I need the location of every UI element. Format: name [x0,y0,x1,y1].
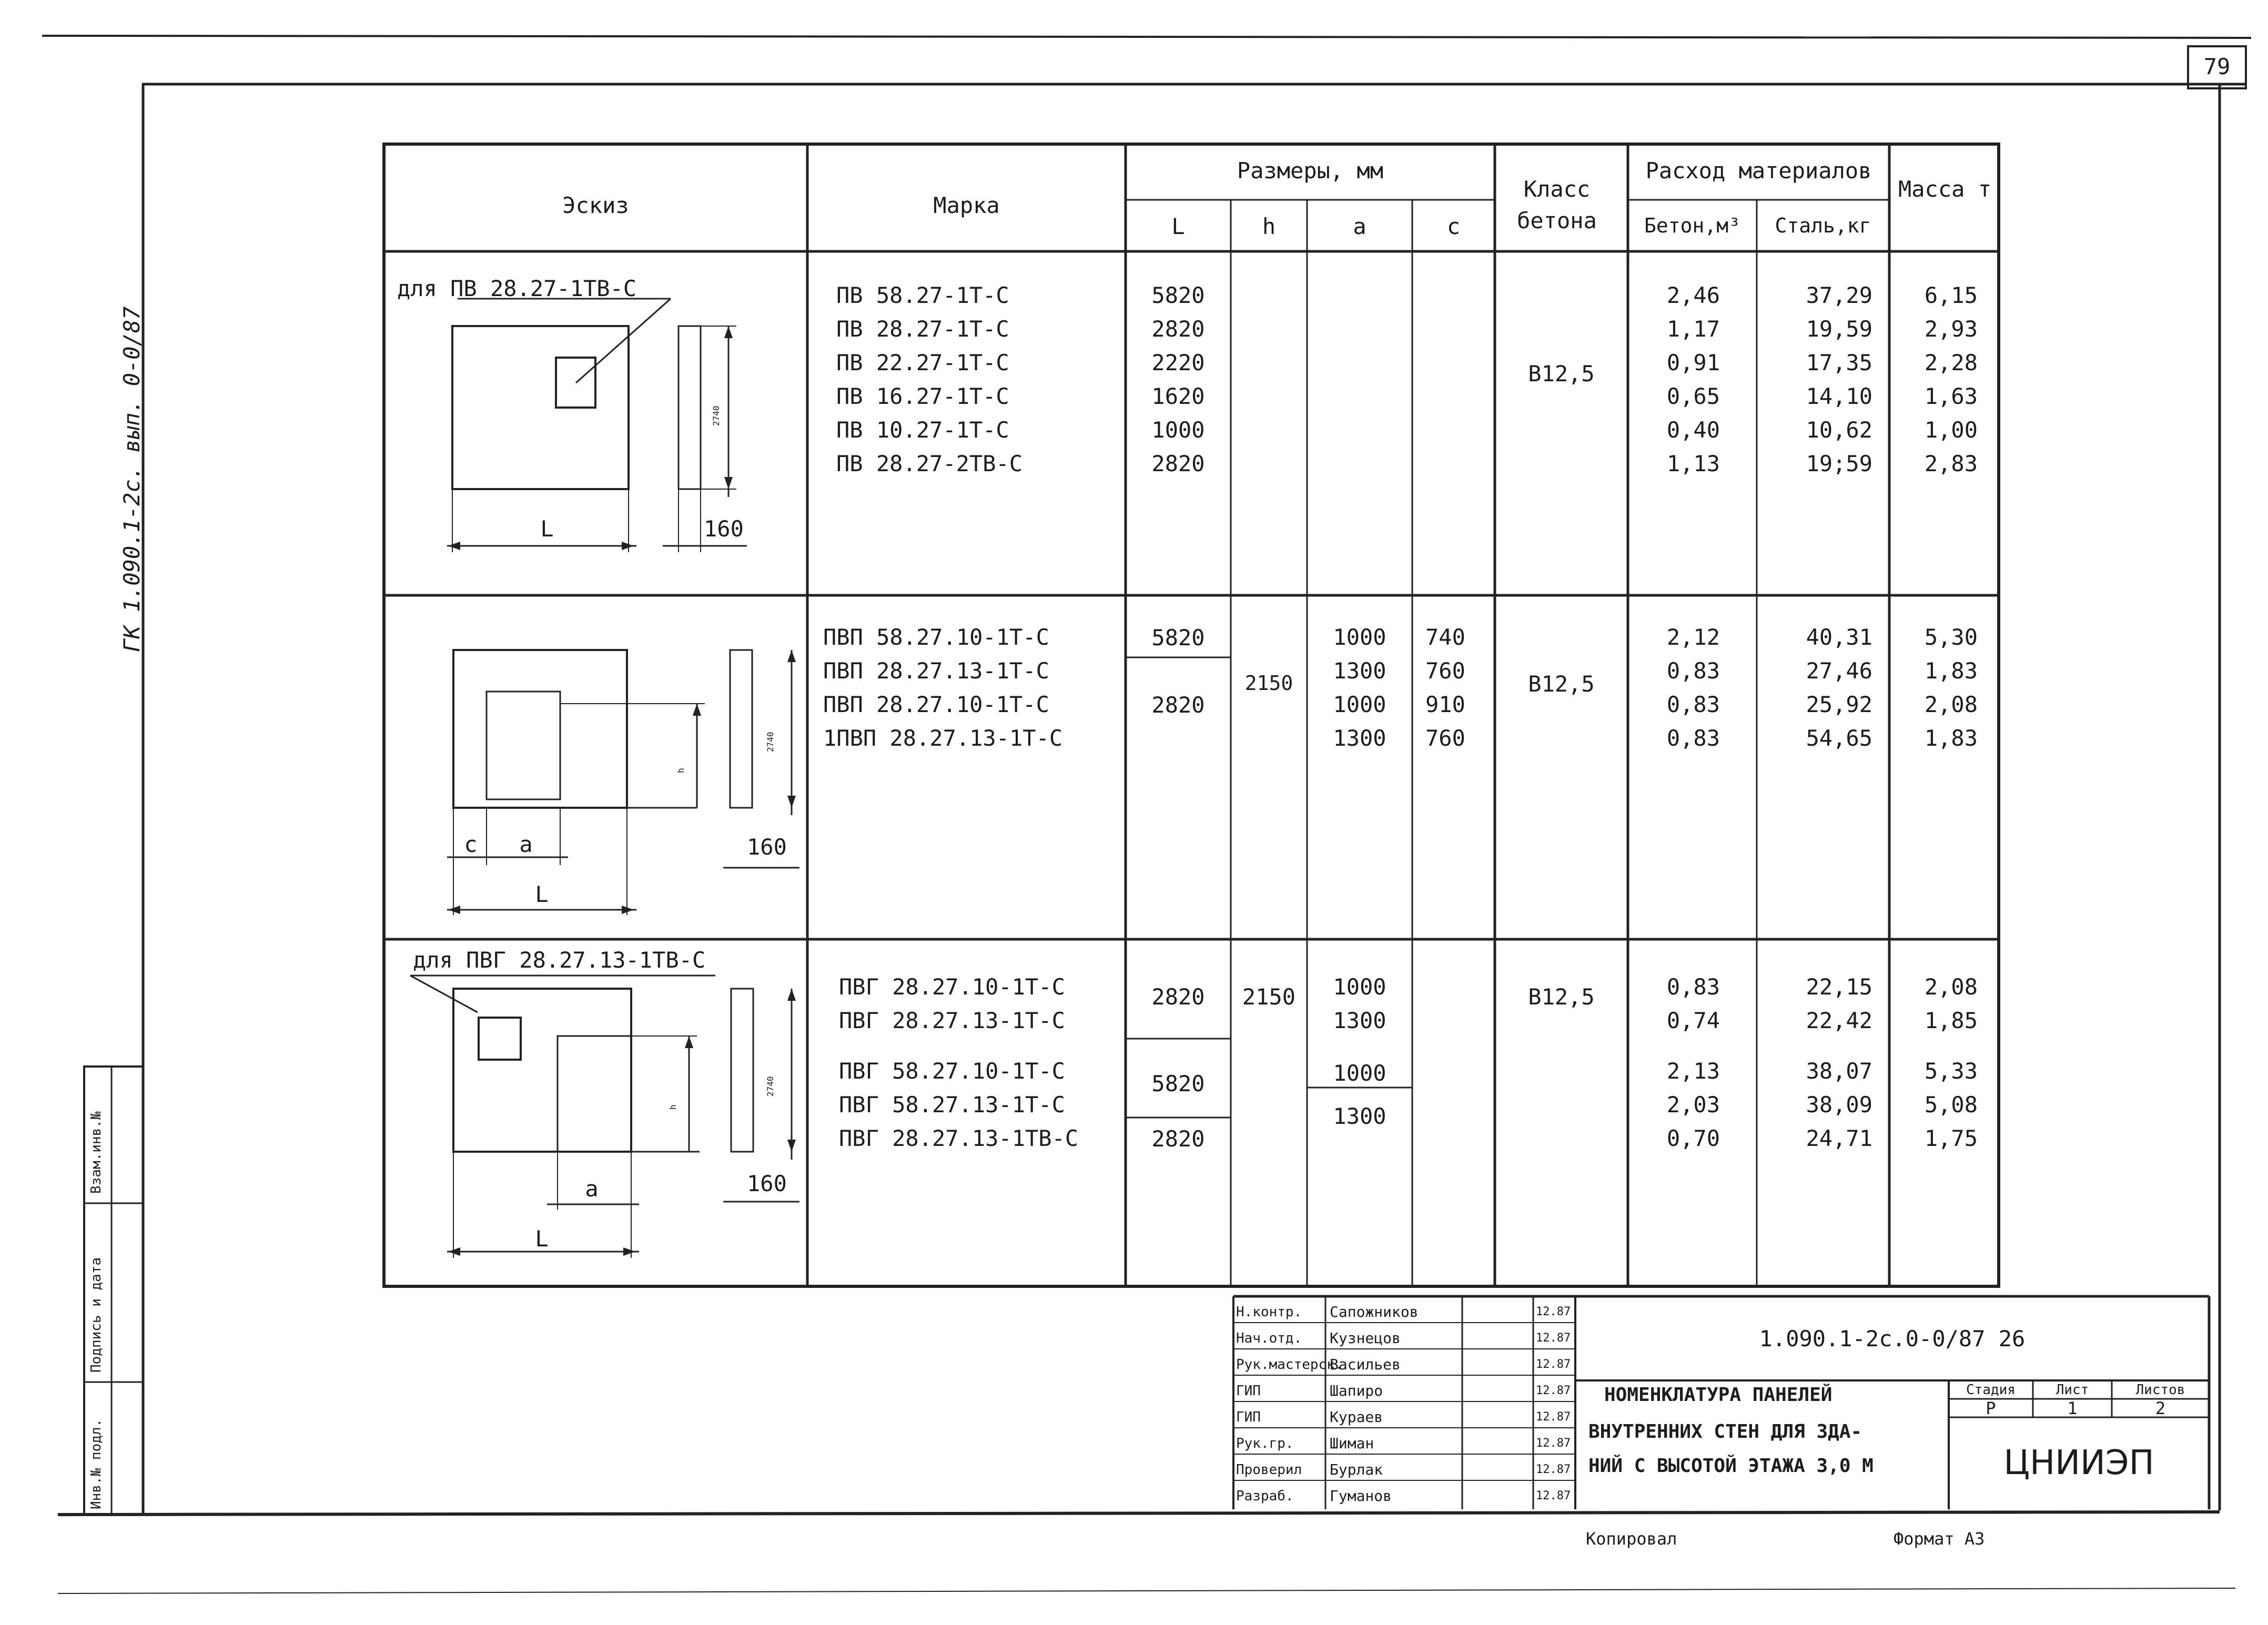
stamp-name: Бурлак [1330,1461,1383,1478]
table-cell: ПВ 16.27-1Т-С [836,383,1009,409]
table-cell: ПВГ 28.27.13-1ТВ-С [839,1125,1079,1151]
table-cell: 27,46 [1806,658,1872,684]
group3-massa-a [1899,970,1978,1038]
stamp-names [1330,1299,1419,1509]
table-cell: 910 [1425,692,1465,717]
header-massa: Масса т [1898,176,1991,202]
group2-marks [823,621,1062,755]
sketch3-opening-height-dim: h [668,1104,678,1110]
group3-stal-b [1773,1054,1872,1155]
table-cell: 1,63 [1924,383,1978,409]
group2-klass: В12,5 [1528,671,1595,697]
stamp-list-value: 1 [2067,1398,2078,1418]
stamp-role: Рук.мастерск. [1236,1357,1343,1373]
table-cell: 1300 [1333,1008,1386,1033]
stamp-listov-label: Листов [2135,1382,2185,1398]
table-cell: 1000 [1333,692,1386,717]
group2-stal [1773,621,1872,755]
group3-beton-a [1641,970,1720,1038]
table-cell: 37,29 [1806,282,1872,308]
stamp-name: Кузнецов [1330,1329,1401,1347]
stamp-name: Васильев [1330,1356,1401,1373]
stamp-role: Нач.отд. [1236,1331,1302,1346]
stamp-date: 12.87 [1536,1358,1571,1371]
stamp-title-line-2: ВНУТРЕННИХ СТЕН ДЛЯ ЗДА- [1588,1421,1862,1443]
table-cell: 1000 [1333,624,1386,650]
table-cell: 760 [1425,725,1465,751]
sketch2-height-dim: 2740 [765,732,775,752]
side-stamp-sign-label: Подпись и дата [88,1257,104,1373]
table-cell: ПВП 58.27.10-1Т-С [823,624,1049,650]
table-cell: 5820 [1151,282,1205,308]
group3-a-mid: 1000 [1333,1060,1386,1086]
table-cell: 0,40 [1666,417,1720,443]
group2-beton [1641,621,1720,755]
sketch2-c-dim: c [464,831,478,857]
table-cell: 2,83 [1924,451,1978,476]
header-rashod: Расход материалов [1645,158,1872,184]
table-cell: ПВГ 58.27.10-1Т-С [839,1058,1065,1084]
stamp-name: Шиман [1330,1435,1374,1452]
side-stamp-inv-label: Инв.№ подл. [88,1418,104,1509]
header-stal: Сталь,кг [1775,214,1871,237]
table-cell: 2,46 [1666,282,1720,308]
table-cell: 2,12 [1666,624,1720,650]
table-cell: ПВ 58.27-1Т-С [836,282,1009,308]
table-cell: ПВ 28.27-1Т-С [836,316,1009,342]
table-cell: 22,15 [1806,974,1872,1000]
side-stamp-vzam-label: Взам.инв.№ [88,1111,104,1194]
table-cell: 54,65 [1806,725,1872,751]
table-cell: 1000 [1333,974,1386,1000]
header-klass: Класс бетона [1517,176,1597,233]
table-cell: 0,65 [1666,383,1720,409]
sketch3-height-dim: 2740 [765,1076,775,1096]
sketch3-length-dim: L [535,1226,549,1252]
page-number: 79 [2203,54,2231,79]
side-document-code: ГК 1.090.1-2с. вып. 0-0/87 [119,306,145,652]
stamp-date: 12.87 [1536,1437,1571,1450]
sketch1-note: для ПВ 28.27-1ТВ-С [397,276,637,301]
stamp-date: 12.87 [1536,1305,1571,1318]
stamp-organization: ЦНИИЭП [2003,1444,2154,1482]
table-cell: 1300 [1333,725,1386,751]
stamp-role: Проверил [1236,1462,1302,1478]
stamp-title-line-3: НИЙ С ВЫСОТОЙ ЭТАЖА 3,0 М [1588,1455,1874,1477]
group3-marks-a [839,970,1065,1038]
stamp-name: Сапожников [1330,1303,1419,1321]
table-cell: 1,75 [1924,1125,1978,1151]
table-cell: 19,59 [1806,316,1872,342]
table-cell: 22,42 [1806,1008,1872,1033]
group3-a-top [1307,970,1412,1038]
table-cell: 38,09 [1806,1092,1872,1118]
table-cell: 0,83 [1666,974,1720,1000]
table-cell: 38,07 [1806,1058,1872,1084]
group2-h: 2150 [1244,672,1293,695]
stamp-name: Кураев [1330,1408,1383,1426]
stamp-date: 12.87 [1536,1489,1571,1502]
table-cell: 19;59 [1806,451,1872,476]
table-cell: 2220 [1151,350,1205,375]
stamp-dates [1536,1299,1571,1509]
table-cell: 5,33 [1924,1058,1978,1084]
stamp-title-line-1: НОМЕНКЛАТУРА ПАНЕЛЕЙ [1604,1384,1832,1406]
table-cell: ПВ 28.27-2ТВ-С [836,451,1023,476]
table-cell: 1,85 [1924,1008,1978,1033]
stamp-role: ГИП [1236,1383,1261,1399]
header-eskiz: Эскиз [562,192,629,218]
table-cell: 2,93 [1924,316,1978,342]
header-col-a: a [1353,214,1366,239]
table-cell: 5,30 [1924,624,1978,650]
stamp-listov-value: 2 [2155,1398,2166,1418]
table-cell: ПВГ 28.27.13-1Т-С [839,1008,1065,1033]
table-cell: 0,83 [1666,725,1720,751]
table-cell: 25,92 [1806,692,1872,717]
header-col-h: h [1262,214,1276,239]
table-cell: ПВП 28.27.10-1Т-С [823,692,1049,717]
table-cell: 2,03 [1666,1092,1720,1118]
table-cell: 2820 [1151,316,1205,342]
table-cell: 1620 [1151,383,1205,409]
group3-h: 2150 [1242,984,1296,1010]
table-cell: ПВП 28.27.13-1Т-С [823,658,1049,684]
table-cell: 0,83 [1666,692,1720,717]
table-cell: 1000 [1151,417,1205,443]
table-cell: 1,83 [1924,658,1978,684]
header-col-L: L [1171,214,1185,239]
sketch3-thickness-dim: 160 [747,1171,787,1196]
stamp-date: 12.87 [1536,1332,1571,1345]
group3-a-bot: 1300 [1333,1103,1386,1129]
group1-L [1126,279,1231,481]
table-cell: 2,08 [1924,974,1978,1000]
stamp-role: Рук.гр. [1236,1436,1294,1451]
table-cell: 0,83 [1666,658,1720,684]
table-cell: ПВГ 28.27.10-1Т-С [839,974,1065,1000]
table-cell: 2,08 [1924,692,1978,717]
group1-massa [1899,279,1978,481]
group1-stal [1773,279,1872,481]
copied-by-label: Копировал [1586,1529,1677,1549]
sketch3-note: для ПВГ 28.27.13-1ТВ-С [413,947,706,973]
table-cell: 0,70 [1666,1125,1720,1151]
table-cell: 17,35 [1806,350,1872,375]
table-cell: 740 [1425,624,1465,650]
table-cell: 1,13 [1666,451,1720,476]
table-cell: 5,08 [1924,1092,1978,1118]
stamp-date: 12.87 [1536,1410,1571,1424]
header-marka: Марка [933,192,1000,218]
sketch1-length-dim: L [540,516,554,542]
group3-L1: 2820 [1151,984,1205,1010]
group3-L2: 5820 [1151,1071,1205,1096]
header-col-c: c [1446,214,1461,239]
group3-L3: 2820 [1151,1126,1205,1152]
table-cell: ПВ 22.27-1Т-С [836,350,1009,375]
group3-klass: В12,5 [1528,984,1595,1010]
group2-L1: 5820 [1151,625,1205,651]
table-cell: 760 [1425,658,1465,684]
stamp-roles [1236,1299,1343,1509]
table-cell: 14,10 [1806,383,1872,409]
stamp-date: 12.87 [1536,1463,1571,1476]
table-cell: 40,31 [1806,624,1872,650]
stamp-name: Гуманов [1330,1487,1392,1505]
group3-marks-b [839,1054,1078,1155]
table-cell: 0,74 [1666,1008,1720,1033]
header-razmery: Размеры, мм [1237,158,1384,184]
format-label: Формат А3 [1894,1529,1985,1549]
table-cell: 2,13 [1666,1058,1720,1084]
sketch2-a-dim: a [519,831,533,857]
sketch3-a-dim: a [585,1176,599,1202]
stamp-role: Разраб. [1236,1488,1294,1504]
group2-c [1425,621,1465,755]
sketch2-opening-height-dim: h [676,768,686,773]
sketch1-thickness-dim: 160 [704,516,744,542]
stamp-stadia-value: Р [1986,1398,1996,1418]
group2-L2: 2820 [1151,692,1205,718]
stamp-date: 12.87 [1536,1384,1571,1397]
table-cell: 1,00 [1924,417,1978,443]
group3-stal-a [1773,970,1872,1038]
stamp-role: Н.контр. [1236,1304,1302,1320]
table-cell: 1300 [1333,658,1386,684]
sketch2-length-dim: L [535,881,549,907]
table-cell: ПВ 10.27-1Т-С [836,417,1009,443]
table-cell: 1,83 [1924,725,1978,751]
header-beton: Бетон,м³ [1644,214,1741,237]
stamp-document-code: 1.090.1-2с.0-0/87 26 [1759,1326,2026,1352]
table-cell: 2820 [1151,451,1205,476]
table-cell: 0,91 [1666,350,1720,375]
stamp-stadia-label: Стадия [1966,1382,2016,1398]
stamp-list-label: Лист [2056,1382,2089,1398]
group1-marks [836,279,1022,481]
table-cell: 2,28 [1924,350,1978,375]
table-cell: ПВГ 58.27.13-1Т-С [839,1092,1065,1118]
group1-beton [1641,279,1720,481]
stamp-role: ГИП [1236,1409,1261,1425]
table-cell: 1ПВП 28.27.13-1Т-С [823,725,1063,751]
group2-massa [1899,621,1978,755]
table-cell: 6,15 [1924,282,1978,308]
table-cell: 1,17 [1666,316,1720,342]
sketch1-height-dim: 2740 [711,405,721,426]
group3-massa-b [1899,1054,1978,1155]
group2-a [1307,621,1412,755]
sketch2-thickness-dim: 160 [747,834,787,860]
table-cell: 24,71 [1806,1125,1872,1151]
stamp-name: Шапиро [1330,1382,1383,1399]
group1-klass: В12,5 [1528,361,1595,387]
table-cell: 10,62 [1806,417,1872,443]
group3-beton-b [1641,1054,1720,1155]
